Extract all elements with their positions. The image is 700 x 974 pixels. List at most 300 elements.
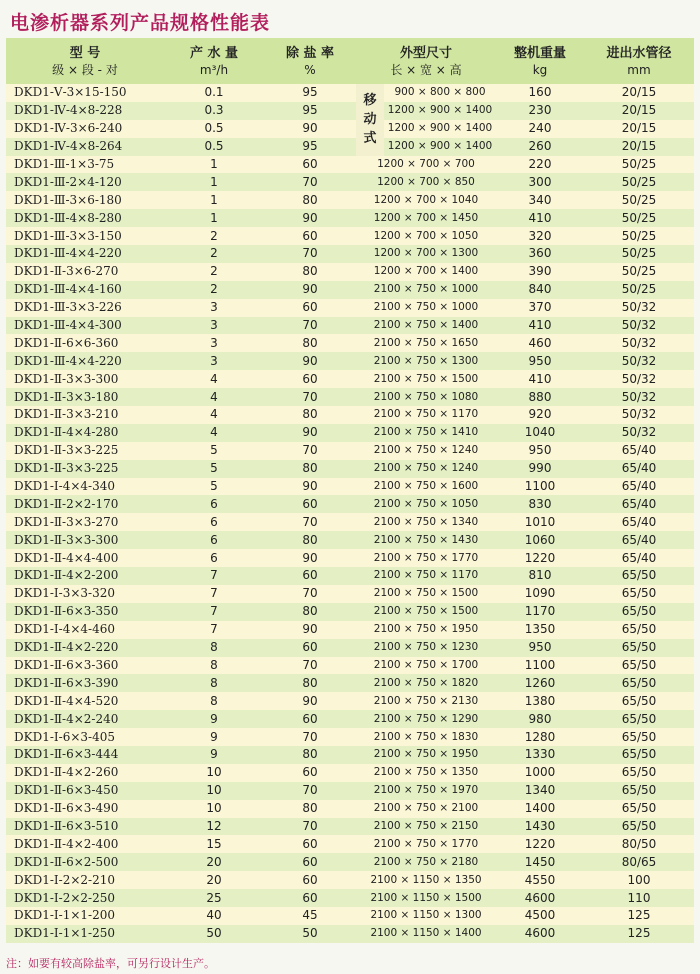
cell-model: DKD1-Ⅱ-4×4-280 [14,425,119,440]
table-row [6,317,694,335]
cell-weight: 1280 [524,729,556,744]
cell-flow: 15 [206,836,222,851]
cell-weight: 340 [528,192,552,207]
cell-weight: 1060 [524,532,556,547]
cell-flow: 1 [210,157,218,171]
cell-flow: 1 [210,210,218,225]
cell-rate: 80 [302,192,318,207]
cell-dimensions: 2100 × 1150 × 1500 [370,891,482,904]
cell-flow: 2 [210,282,218,297]
cell-dimensions: 2100 × 750 × 1950 [373,623,479,636]
cell-pipe: 65/40 [621,550,657,565]
cell-model: DKD1-Ⅳ-3×6-240 [14,121,123,136]
cell-model: DKD1-Ⅱ-3×3-225 [14,461,119,476]
cell-dimensions: 2100 × 750 × 1820 [373,676,479,689]
cell-rate: 70 [302,389,318,404]
cell-dimensions: 1200 × 700 × 1300 [373,247,479,260]
cell-dimensions: 2100 × 750 × 1350 [373,766,479,779]
cell-weight: 1340 [524,783,556,798]
cell-pipe: 65/50 [621,693,657,708]
table-row [6,585,694,603]
cell-pipe: 50/25 [621,246,657,261]
header-rate: 除 盐 率 % [285,45,335,77]
cell-dimensions: 2100 × 750 × 1500 [373,587,479,600]
cell-dimensions: 900 × 800 × 800 [394,86,486,99]
table-row [6,120,694,138]
cell-flow: 8 [210,693,218,708]
cell-rate: 70 [302,443,318,458]
table-row [6,907,694,925]
cell-flow: 5 [210,443,218,458]
mobile-type-char: 动 [363,112,377,128]
table-body [6,84,694,943]
mobile-type-char: 式 [363,131,377,147]
cell-rate: 70 [302,586,318,601]
cell-pipe: 50/25 [621,174,657,189]
cell-flow: 6 [210,550,218,565]
header-flow: 产 水 量 m³/h [189,45,239,77]
cell-model: DKD1-Ⅰ-1×1-250 [14,926,115,941]
cell-flow: 7 [210,622,218,637]
cell-rate: 70 [302,514,318,529]
cell-dimensions: 2100 × 750 × 1170 [373,408,479,421]
cell-rate: 90 [302,353,318,368]
cell-weight: 1450 [524,854,556,869]
cell-dimensions: 2100 × 750 × 1290 [373,712,479,725]
cell-flow: 0.3 [204,103,224,118]
cell-weight: 410 [528,210,552,225]
cell-flow: 8 [210,640,218,655]
cell-weight: 460 [528,335,552,350]
cell-rate: 95 [302,85,318,100]
cell-rate: 90 [302,479,318,494]
cell-rate: 60 [302,371,318,386]
cell-pipe: 50/32 [621,353,657,368]
cell-dimensions: 2100 × 750 × 1500 [373,605,479,618]
cell-rate: 90 [302,282,318,297]
cell-dimensions: 1200 × 700 × 1400 [373,265,479,278]
cell-flow: 8 [210,657,218,672]
cell-dimensions: 2100 × 750 × 1770 [373,837,479,850]
table-row [6,853,694,871]
cell-pipe: 65/40 [621,514,657,529]
table-row [6,352,694,370]
cell-flow: 9 [210,747,218,762]
cell-pipe: 65/50 [621,657,657,672]
table-row [6,818,694,836]
cell-flow: 0.5 [204,121,224,136]
cell-model: DKD1-Ⅰ-6×3-405 [14,729,115,744]
cell-flow: 2 [210,246,218,261]
cell-dimensions: 2100 × 1150 × 1400 [370,927,482,940]
table-row [6,764,694,782]
cell-dimensions: 2100 × 750 × 1240 [373,444,479,457]
cell-rate: 80 [302,532,318,547]
cell-rate: 60 [302,568,318,583]
cell-weight: 1350 [524,622,556,637]
footnote: 注：如要有较高除盐率，可另行设计生产。 [6,957,215,970]
cell-dimensions: 2100 × 750 × 1080 [373,390,479,403]
table-row [6,334,694,352]
cell-flow: 6 [210,496,218,511]
cell-model: DKD1-Ⅲ-4×8-280 [14,210,122,225]
cell-pipe: 65/50 [621,640,657,655]
cell-dimensions: 2100 × 750 × 1430 [373,533,479,546]
cell-dimensions: 2100 × 750 × 1650 [373,336,479,349]
cell-pipe: 65/40 [621,461,657,476]
cell-rate: 70 [302,246,318,261]
header-weight: 整机重量 kg [513,45,566,77]
cell-pipe: 65/40 [621,479,657,494]
table-row [6,549,694,567]
cell-model: DKD1-Ⅰ-4×4-340 [14,479,115,494]
cell-pipe: 65/50 [621,586,657,601]
cell-rate: 90 [302,210,318,225]
cell-weight: 1090 [524,586,556,601]
table-row [6,370,694,388]
cell-dimensions: 2100 × 750 × 1410 [373,426,479,439]
cell-model: DKD1-Ⅱ-4×2-260 [14,765,119,780]
cell-rate: 90 [302,121,318,136]
cell-model: DKD1-Ⅱ-2×2-170 [14,496,119,511]
cell-rate: 60 [302,157,318,171]
cell-pipe: 50/25 [621,228,657,243]
mobile-type-label [356,84,384,156]
cell-weight: 950 [528,640,552,655]
table-row [6,406,694,424]
cell-dimensions: 2100 × 1150 × 1350 [370,873,482,886]
table-row [6,84,694,102]
cell-model: DKD1-Ⅱ-6×3-360 [14,657,119,672]
cell-dimensions: 2100 × 750 × 1770 [373,551,479,564]
cell-model: DKD1-Ⅲ-3×3-150 [14,228,122,243]
cell-model: DKD1-Ⅰ-4×4-460 [14,622,115,637]
cell-model: DKD1-Ⅱ-3×3-225 [14,443,119,458]
cell-flow: 10 [206,765,222,780]
table-row [6,925,694,943]
cell-weight: 1100 [524,479,556,494]
cell-rate: 70 [302,729,318,744]
cell-rate: 80 [302,461,318,476]
cell-pipe: 100 [627,872,651,887]
table-row [6,621,694,639]
cell-rate: 80 [302,264,318,279]
cell-model: DKD1-Ⅱ-4×2-400 [14,836,119,851]
cell-flow: 5 [210,479,218,494]
cell-rate: 80 [302,747,318,762]
cell-pipe: 110 [627,890,651,905]
cell-model: DKD1-Ⅱ-4×2-220 [14,640,119,655]
cell-pipe: 20/15 [621,139,657,154]
cell-pipe: 50/32 [621,425,657,440]
cell-rate: 70 [302,783,318,798]
cell-weight: 390 [528,264,552,279]
cell-model: DKD1-Ⅲ-4×4-160 [14,282,122,297]
table-row [6,692,694,710]
cell-weight: 1170 [524,604,556,619]
cell-flow: 4 [210,425,218,440]
cell-dimensions: 2100 × 750 × 1950 [373,748,479,761]
cell-pipe: 50/32 [621,300,657,315]
cell-weight: 160 [528,85,552,100]
table-row [6,746,694,764]
cell-weight: 1330 [524,747,556,762]
cell-pipe: 50/32 [621,318,657,333]
table-row [6,710,694,728]
cell-pipe: 65/50 [621,604,657,619]
cell-model: DKD1-Ⅱ-6×3-450 [14,783,119,798]
cell-pipe: 65/50 [621,711,657,726]
cell-weight: 4500 [524,908,556,923]
cell-dimensions: 2100 × 1150 × 1300 [370,909,482,922]
cell-rate: 80 [302,675,318,690]
cell-model: DKD1-Ⅱ-3×6-270 [14,264,119,279]
cell-model: DKD1-Ⅲ-2×4-120 [14,174,122,189]
cell-model: DKD1-Ⅱ-4×4-520 [14,693,119,708]
cell-model: DKD1-Ⅱ-4×2-200 [14,568,119,583]
cell-rate: 45 [302,908,318,923]
table-row [6,424,694,442]
cell-pipe: 80/50 [621,836,657,851]
cell-rate: 80 [302,407,318,422]
page-title: 电渗析器系列产品规格性能表 [10,12,271,34]
cell-model: DKD1-Ⅱ-6×3-350 [14,604,119,619]
cell-pipe: 20/15 [621,85,657,100]
cell-weight: 920 [528,407,552,422]
cell-model: DKD1-Ⅱ-3×3-300 [14,532,119,547]
cell-flow: 2 [210,264,218,279]
table-row [6,191,694,209]
cell-weight: 1430 [524,818,556,833]
table-row [6,388,694,406]
table-row [6,263,694,281]
cell-weight: 4600 [524,926,556,941]
cell-flow: 40 [206,908,222,923]
cell-weight: 1000 [524,765,556,780]
cell-weight: 1260 [524,675,556,690]
cell-flow: 10 [206,783,222,798]
cell-flow: 0.5 [204,139,224,154]
cell-dimensions: 2100 × 750 × 1500 [373,372,479,385]
table-row [6,603,694,621]
cell-flow: 0.1 [204,85,224,100]
cell-flow: 4 [210,389,218,404]
cell-model: DKD1-Ⅰ-2×2-210 [14,872,115,887]
cell-rate: 60 [302,836,318,851]
cell-model: DKD1-Ⅲ-4×4-220 [14,353,122,368]
cell-dimensions: 2100 × 750 × 1000 [373,301,479,314]
cell-model: DKD1-Ⅱ-6×6-360 [14,335,119,350]
cell-rate: 60 [302,765,318,780]
cell-rate: 60 [302,854,318,869]
cell-weight: 240 [528,121,552,136]
cell-model: DKD1-Ⅲ-3×6-180 [14,192,122,207]
cell-weight: 950 [528,443,552,458]
cell-pipe: 65/50 [621,747,657,762]
cell-rate: 95 [302,103,318,118]
cell-flow: 7 [210,604,218,619]
cell-flow: 4 [210,371,218,386]
table-row [6,102,694,120]
cell-pipe: 65/50 [621,622,657,637]
cell-model: DKD1-Ⅱ-6×3-390 [14,675,119,690]
cell-weight: 360 [528,246,552,261]
table-row [6,245,694,263]
cell-pipe: 50/25 [621,210,657,225]
cell-model: DKD1-Ⅱ-6×3-490 [14,801,119,816]
cell-pipe: 50/32 [621,389,657,404]
cell-model: DKD1-Ⅱ-3×3-180 [14,389,119,404]
table-row [6,156,694,174]
table-row [6,513,694,531]
cell-weight: 990 [528,461,552,476]
cell-model: DKD1-Ⅱ-4×2-240 [14,711,119,726]
cell-weight: 980 [528,711,552,726]
cell-rate: 90 [302,550,318,565]
cell-dimensions: 2100 × 750 × 1300 [373,354,479,367]
cell-weight: 370 [528,300,552,315]
cell-flow: 25 [206,890,222,905]
table-row [6,281,694,299]
cell-dimensions: 2100 × 750 × 1050 [373,497,479,510]
cell-model: DKD1-Ⅰ-3×3-320 [14,586,115,601]
cell-pipe: 50/32 [621,371,657,386]
cell-flow: 4 [210,407,218,422]
cell-model: DKD1-Ⅱ-6×3-444 [14,747,119,762]
cell-rate: 60 [302,228,318,243]
table-row [6,299,694,317]
cell-dimensions: 2100 × 750 × 1000 [373,283,479,296]
cell-dimensions: 2100 × 750 × 1230 [373,641,479,654]
cell-dimensions: 1200 × 700 × 1050 [373,229,479,242]
cell-dimensions: 2100 × 750 × 1970 [373,784,479,797]
cell-pipe: 125 [627,926,651,941]
cell-dimensions: 2100 × 750 × 1600 [373,480,479,493]
cell-rate: 60 [302,496,318,511]
cell-flow: 20 [206,854,222,869]
cell-flow: 20 [206,872,222,887]
cell-dimensions: 1200 × 700 × 700 [377,158,475,170]
cell-model: DKD1-Ⅰ-1×1-200 [14,908,115,923]
cell-weight: 4550 [524,872,556,887]
cell-pipe: 50/25 [621,264,657,279]
cell-dimensions: 1200 × 900 × 1400 [387,140,493,153]
cell-model: DKD1-Ⅱ-3×3-210 [14,407,119,422]
cell-model: DKD1-Ⅱ-3×3-270 [14,514,119,529]
mobile-type-char: 移 [363,93,377,109]
cell-dimensions: 2100 × 750 × 1170 [373,569,479,582]
cell-model: DKD1-Ⅲ-4×4-300 [14,318,122,333]
cell-pipe: 65/50 [621,783,657,798]
cell-pipe: 65/40 [621,443,657,458]
cell-pipe: 65/50 [621,729,657,744]
table-row [6,639,694,657]
cell-flow: 1 [210,192,218,207]
cell-rate: 70 [302,657,318,672]
cell-flow: 3 [210,353,218,368]
cell-flow: 5 [210,461,218,476]
cell-pipe: 65/50 [621,818,657,833]
table-row [6,889,694,907]
table-row [6,657,694,675]
cell-rate: 95 [302,139,318,154]
cell-model: DKD1-Ⅱ-4×4-400 [14,550,119,565]
table-row [6,209,694,227]
cell-flow: 10 [206,801,222,816]
cell-model: DKD1-Ⅲ-4×4-220 [14,246,122,261]
cell-weight: 300 [528,174,552,189]
cell-weight: 1380 [524,693,556,708]
cell-rate: 60 [302,711,318,726]
cell-weight: 410 [528,371,552,386]
cell-rate: 70 [302,818,318,833]
table-row [6,800,694,818]
cell-dimensions: 1200 × 900 × 1400 [387,122,493,135]
cell-pipe: 20/15 [621,121,657,136]
cell-pipe: 80/65 [621,854,657,869]
cell-dimensions: 2100 × 750 × 2100 [373,802,479,815]
cell-model: DKD1-Ⅱ-6×2-500 [14,854,119,869]
table-row [6,835,694,853]
cell-weight: 830 [528,496,552,511]
cell-weight: 810 [528,568,552,583]
cell-flow: 12 [206,818,222,833]
cell-dimensions: 2100 × 750 × 2180 [373,855,479,868]
cell-rate: 80 [302,604,318,619]
cell-model: DKD1-Ⅰ-2×2-250 [14,890,115,905]
cell-pipe: 50/25 [621,192,657,207]
cell-flow: 2 [210,228,218,243]
cell-model: DKD1-Ⅲ-3×3-226 [14,300,122,315]
spec-table [6,38,694,943]
cell-weight: 260 [528,139,552,154]
table-row [6,567,694,585]
cell-rate: 70 [302,318,318,333]
cell-weight: 230 [528,103,552,118]
table-header-row [6,38,694,84]
cell-pipe: 65/50 [621,568,657,583]
cell-pipe: 20/15 [621,103,657,118]
cell-model: DKD1-Ⅳ-4×8-264 [14,139,123,154]
cell-flow: 7 [210,568,218,583]
cell-pipe: 50/25 [621,282,657,297]
cell-flow: 7 [210,586,218,601]
cell-model: DKD1-Ⅱ-6×3-510 [14,818,119,833]
cell-flow: 3 [210,318,218,333]
cell-pipe: 65/50 [621,801,657,816]
cell-weight: 220 [528,157,552,171]
cell-dimensions: 2100 × 750 × 1700 [373,658,479,671]
table-row [6,674,694,692]
cell-rate: 50 [302,926,318,941]
table-row [6,138,694,156]
cell-model: DKD1-Ⅴ-3×15-150 [14,85,127,100]
header-model: 型 号 级 × 段 - 对 [52,45,118,77]
cell-rate: 70 [302,174,318,189]
cell-weight: 950 [528,353,552,368]
cell-weight: 1040 [524,425,556,440]
cell-dimensions: 1200 × 700 × 1040 [373,193,479,206]
cell-rate: 60 [302,640,318,655]
cell-dimensions: 1200 × 900 × 1400 [387,104,493,117]
cell-pipe: 50/32 [621,335,657,350]
cell-weight: 1220 [524,836,556,851]
cell-dimensions: 2100 × 750 × 1830 [373,730,479,743]
table-row [6,478,694,496]
cell-rate: 80 [302,335,318,350]
spec-table-container [6,38,694,943]
cell-weight: 1220 [524,550,556,565]
